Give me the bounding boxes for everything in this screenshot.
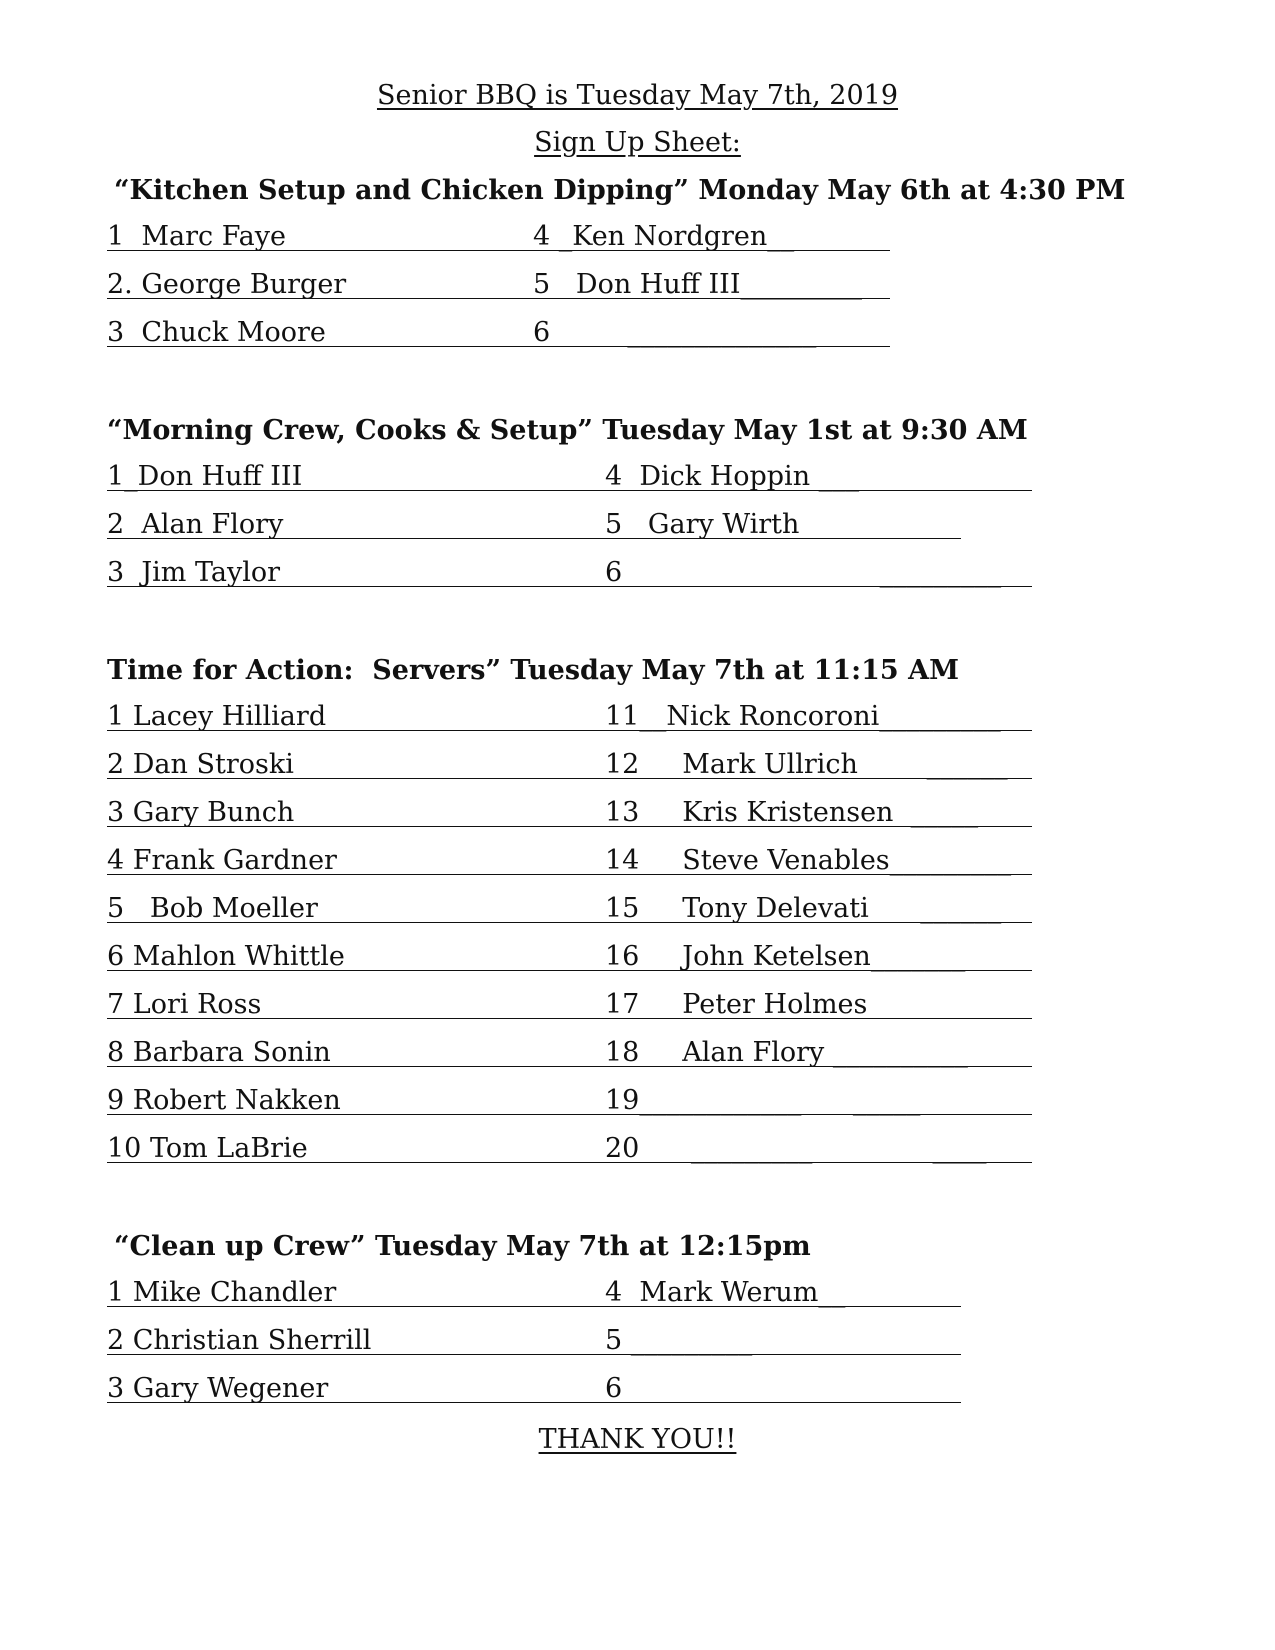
signup-entry-right: 4 Mark Werum__ [605,1277,846,1308]
signup-entry-right: 5 Gary Wirth [605,509,800,540]
signup-line [107,921,1032,923]
signup-line [107,585,1032,587]
signup-entry-right: 5 _________ [605,1325,753,1356]
signup-entry-left: 4 Frank Gardner [107,845,337,876]
thank-you-text: THANK YOU!! [538,1424,737,1455]
signup-line [107,345,890,347]
signup-entry-left: 2 Dan Stroski [107,749,294,780]
signup-entry-left: 2. George Burger [107,269,347,300]
signup-entry-right: 4 _Ken Nordgren__ [533,221,795,252]
signup-entry-left: 1 Marc Faye [107,221,286,252]
signup-entry-right: 5 Don Huff III_________ [533,269,862,300]
signup-entry-right: 16 John Ketelsen_______ [605,941,966,972]
signup-entry-right: 6 [605,1373,623,1404]
signup-line [107,777,1032,779]
signup-entry-right: 14 Steve Venables_________ [605,845,1012,876]
signup-line [107,969,1032,971]
signup-line [107,1353,961,1355]
section-heading: “Kitchen Setup and Chicken Dipping” Monday May 6th at 4:30 PM [114,175,1126,206]
signup-line [107,1305,961,1307]
signup-line [107,729,1032,731]
signup-entry-right: 19____________ _____ [605,1085,921,1116]
signup-entry-left: 1 Mike Chandler [107,1277,337,1308]
signup-entry-right: 4 Dick Hoppin ___ [605,461,860,492]
signup-entry-right: 6 _________ [605,557,1002,588]
signup-entry-left: 10 Tom LaBrie [107,1133,308,1164]
signup-line [107,1401,961,1403]
signup-line [107,537,961,539]
signup-line [107,297,890,299]
signup-line [107,249,890,251]
signup-entry-left: 6 Mahlon Whittle [107,941,345,972]
signup-entry-left: 5 Bob Moeller [107,893,318,924]
signup-entry-left: 2 Alan Flory [107,509,284,540]
signup-entry-left: 2 Christian Sherrill [107,1325,372,1356]
signup-line [107,1113,1032,1115]
signup-entry-left: 3 Gary Wegener [107,1373,329,1404]
signup-entry-right: 13 Kris Kristensen _____ [605,797,979,828]
signup-entry-left: 3 Jim Taylor [107,557,281,588]
page-title: Senior BBQ is Tuesday May 7th, 2019 [376,80,899,111]
signup-line [107,873,1032,875]
section-heading: Time for Action: Servers” Tuesday May 7th at 11:15 AM [107,655,959,686]
signup-line [107,1065,1032,1067]
signup-entry-right: 20 _________ ____ [605,1133,987,1164]
signup-entry-right: 11__Nick Roncoroni_________ [605,701,1001,732]
signup-entry-right: 12 Mark Ullrich ______ [605,749,1008,780]
signup-entry-left: 9 Robert Nakken [107,1085,341,1116]
signup-line [107,1017,1032,1019]
signup-line [107,489,1032,491]
signup-entry-right: 15 Tony Delevati ______ [605,893,1002,924]
page-subtitle: Sign Up Sheet: [534,127,741,158]
signup-line [107,1161,1032,1163]
signup-entry-left: 7 Lori Ross [107,989,262,1020]
section-heading: “Clean up Crew” Tuesday May 7th at 12:15pm [114,1231,811,1262]
section-heading: “Morning Crew, Cooks & Setup” Tuesday May 1st at 9:30 AM [107,415,1028,446]
signup-entry-right: 18 Alan Flory __________ [605,1037,968,1068]
signup-entry-right: 6 ______________ [533,317,817,348]
signup-entry-left: 1_Don Huff III [107,461,303,492]
signup-line [107,825,1032,827]
signup-entry-left: 3 Gary Bunch [107,797,295,828]
signup-entry-left: 3 Chuck Moore [107,317,326,348]
signup-entry-right: 17 Peter Holmes [605,989,868,1020]
signup-entry-left: 8 Barbara Sonin [107,1037,331,1068]
signup-entry-left: 1 Lacey Hilliard [107,701,327,732]
